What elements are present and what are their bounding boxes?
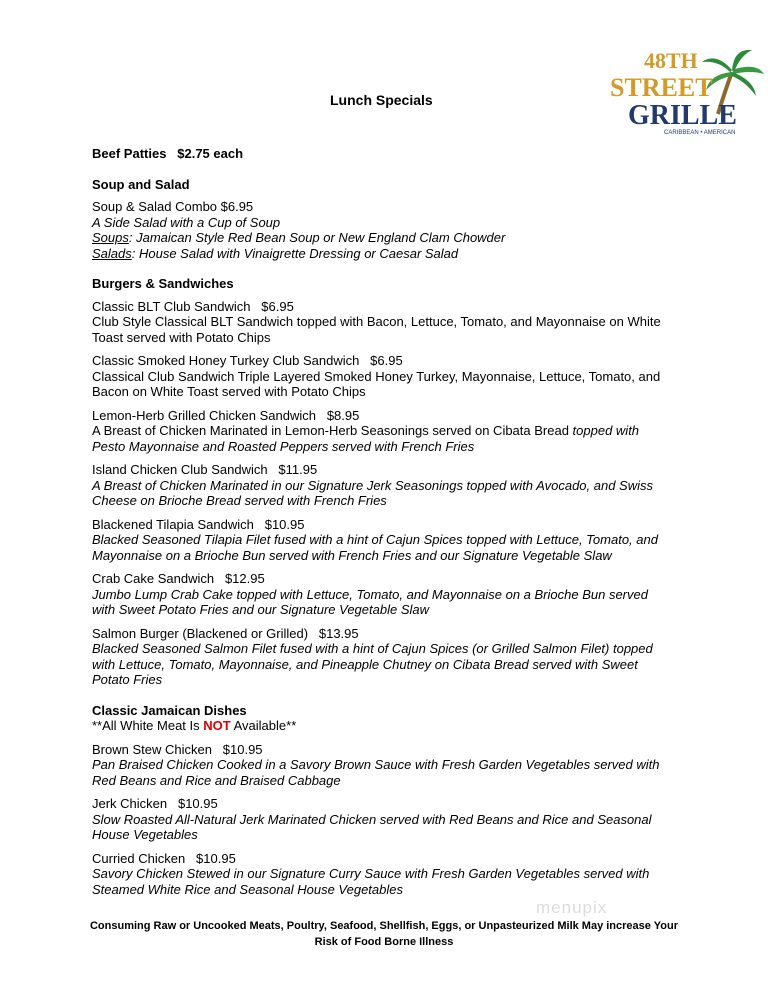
burgers-section xyxy=(92,276,692,688)
food-safety-disclaimer: Consuming Raw or Uncooked Meats, Poultry, Seafood, Shellfish, Eggs, or Unpasteurized Milk May increase Your Risk of Food Borne Illness xyxy=(89,920,678,948)
menu-item-curried-chicken: Curried Chicken $10.95 Savory Chicken Stewed in our Signature Curry Sauce with Fresh Garden Vegetables served with Steamed White Rice and Seasonal House Vegetables xyxy=(92,850,650,897)
watermark: menupix xyxy=(536,898,608,917)
palm-tree-icon xyxy=(606,44,764,136)
menu-item-tilapia: Blackened Tilapia Sandwich $10.95 Blacked Seasoned Tilapia Filet fused with a hint of Cajun Spices topped with Lettuce, Tomato, and Mayonnaise on a Brioche Bun served with French Fries and our Signature Vegetable Slaw xyxy=(92,516,658,563)
svg-text:STREET: STREET xyxy=(610,73,713,102)
svg-text:GRILLE: GRILLE xyxy=(628,100,737,131)
menu-item-brown-stew: Brown Stew Chicken $10.95 Pan Braised Chicken Cooked in a Savory Brown Sauce with Fresh Garden Vegetables served with Red Beans and Rice and Braised Cabbage xyxy=(92,741,660,788)
menu-item-jerk-chicken: Jerk Chicken $10.95 Slow Roasted All-Natural Jerk Marinated Chicken served with Red Beans and Rice and Seasonal House Vegetables xyxy=(92,796,652,842)
section-heading: Classic Jamaican Dishes xyxy=(92,702,247,718)
availability-note: **All White Meat Is NOT Available** xyxy=(92,718,297,733)
page-title: Lunch Specials xyxy=(330,92,433,108)
menu-item-desc: A Side Salad with a Cup of Soup xyxy=(92,214,281,230)
section-heading: Burgers & Sandwiches xyxy=(92,276,234,291)
menu-item-turkey: Classic Smoked Honey Turkey Club Sandwich $6.95 Classical Club Sandwich Triple Layered Smoked Honey Turkey, Mayonnaise, Lettuce, Tomato, and Bacon on White Toast served with Potato Chips xyxy=(92,353,661,399)
menu-item-crab-cake: Crab Cake Sandwich $12.95 Jumbo Lump Crab Cake topped with Lettuce, Tomato, and Mayonnaise on a Brioche Bun served with Sweet Potato Fries and our Signature Vegetable Slaw xyxy=(92,571,648,617)
soup-salad-section xyxy=(92,177,692,262)
section-heading: Soup and Salad xyxy=(92,176,190,192)
svg-text:CARIBBEAN • AMERICAN: CARIBBEAN • AMERICAN xyxy=(664,130,736,136)
menu-content xyxy=(92,146,692,897)
menu-item-salmon: Salmon Burger (Blackened or Grilled) $13.95 Blacked Seasoned Salmon Filet fused with a hint of Cajun Spices (or Grilled Salmon Filet) topped with Lettuce, Tomato, Mayonnaise, and Pineapple Chutney on Cibata Bread served with Sweet Potato Fries xyxy=(92,625,653,687)
menu-item-blt: Classic BLT Club Sandwich $6.95 Club Style Classical BLT Sandwich topped with Bacon, Lettuce, Tomato, and Mayonnaise on White Toast served with Potato Chips xyxy=(92,298,661,345)
soups-line: Soups: Jamaican Style Red Bean Soup or New England Clam Chowder xyxy=(92,230,506,245)
restaurant-logo xyxy=(606,44,764,136)
menu-item-lemon-herb: Lemon-Herb Grilled Chicken Sandwich $8.95 A Breast of Chicken Marinated in Lemon-Herb Seasonings served on Cibata Bread topped with Pesto Mayonnaise and Roasted Peppers served with French Fries xyxy=(92,407,640,454)
svg-text:48TH: 48TH xyxy=(644,48,698,73)
jamaican-section xyxy=(92,703,692,898)
menu-item-island-chicken: Island Chicken Club Sandwich $11.95 A Breast of Chicken Marinated in our Signature Jerk Seasonings topped with Avocado, and Swiss Cheese on Brioche Bread served with French Fries xyxy=(92,462,653,508)
menu-item-name: Soup & Salad Combo $6.95 xyxy=(92,199,254,214)
beef-patties-heading: Beef Patties $2.75 each xyxy=(92,146,244,161)
salads-line: Salads: House Salad with Vinaigrette Dressing or Caesar Salad xyxy=(92,245,459,261)
